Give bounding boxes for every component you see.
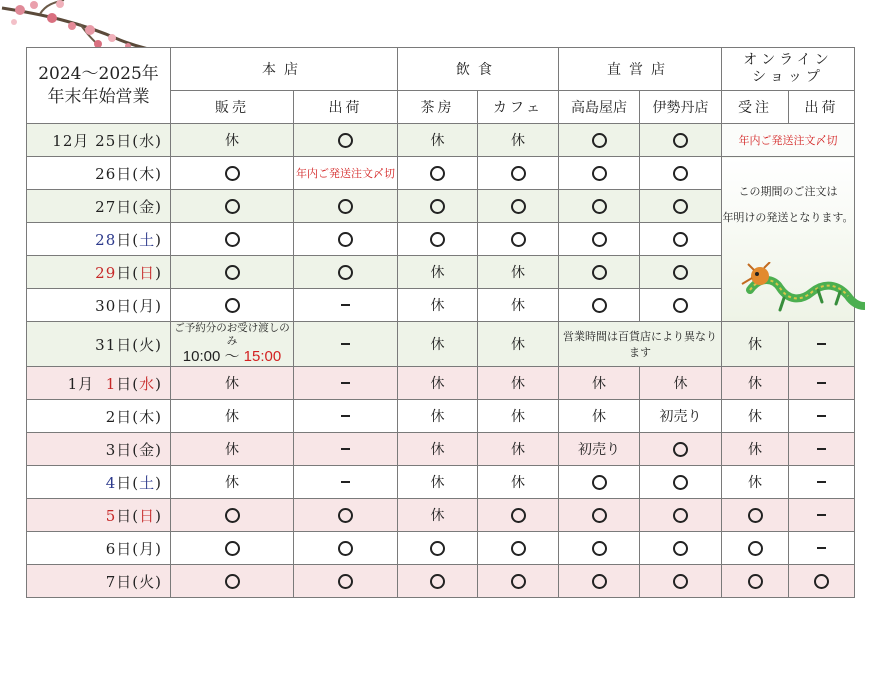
open-mark bbox=[478, 190, 559, 223]
date-cell: 30日(月) bbox=[27, 289, 171, 322]
dash-icon bbox=[341, 382, 350, 384]
date-cell: 28日(土) bbox=[27, 223, 171, 256]
none-mark bbox=[789, 367, 855, 400]
open-mark bbox=[559, 256, 640, 289]
open-circle-icon bbox=[748, 574, 763, 589]
dash-icon bbox=[817, 382, 826, 384]
open-mark bbox=[640, 466, 722, 499]
open-circle-icon bbox=[225, 508, 240, 523]
open-mark bbox=[478, 223, 559, 256]
open-mark bbox=[640, 289, 722, 322]
open-circle-icon bbox=[748, 541, 763, 556]
open-mark bbox=[294, 565, 398, 598]
date-cell: 29日(日) bbox=[27, 256, 171, 289]
open-mark bbox=[559, 466, 640, 499]
date-cell: 7日(火) bbox=[27, 565, 171, 598]
dash-icon bbox=[817, 415, 826, 417]
subheader-cafe: カフェ bbox=[478, 91, 559, 124]
table-title-line2: 年末年始営業 bbox=[47, 86, 150, 107]
open-mark bbox=[559, 223, 640, 256]
open-circle-icon bbox=[511, 199, 526, 214]
date-cell: 2日(木) bbox=[27, 400, 171, 433]
reservation-pickup-note: ご予約分のお受け渡しのみ 10:00 ～ 15:00 bbox=[171, 322, 294, 367]
dash-icon bbox=[341, 304, 350, 306]
open-circle-icon bbox=[673, 166, 688, 181]
open-mark bbox=[640, 190, 722, 223]
open-circle-icon bbox=[511, 508, 526, 523]
date-cell: 6日(月) bbox=[27, 532, 171, 565]
date-cell: 1月 1日(水) bbox=[27, 367, 171, 400]
open-mark bbox=[478, 532, 559, 565]
closed-mark: 休 bbox=[722, 466, 789, 499]
open-mark bbox=[171, 532, 294, 565]
open-circle-icon bbox=[673, 508, 688, 523]
online-order-deadline-note: 年内ご発送注文〆切 bbox=[722, 124, 855, 157]
date-cell: 26日(木) bbox=[27, 157, 171, 190]
table-title-cell bbox=[27, 48, 171, 124]
open-circle-icon bbox=[338, 199, 353, 214]
group-header-online-line2: ショップ bbox=[752, 69, 824, 85]
closed-mark: 休 bbox=[398, 466, 478, 499]
group-header-online bbox=[722, 48, 855, 91]
closed-mark: 休 bbox=[398, 499, 478, 532]
open-circle-icon bbox=[592, 541, 607, 556]
open-circle-icon bbox=[225, 574, 240, 589]
none-mark bbox=[789, 322, 855, 367]
open-circle-icon bbox=[430, 199, 445, 214]
open-circle-icon bbox=[673, 199, 688, 214]
open-circle-icon bbox=[673, 133, 688, 148]
date-cell: 27日(金) bbox=[27, 190, 171, 223]
open-mark bbox=[640, 565, 722, 598]
closed-mark: 休 bbox=[559, 400, 640, 433]
honten-shipping-deadline-note: 年内ご発送注文〆切 bbox=[294, 157, 398, 190]
open-circle-icon bbox=[511, 232, 526, 247]
closed-mark: 休 bbox=[171, 124, 294, 157]
open-circle-icon bbox=[673, 475, 688, 490]
open-mark bbox=[171, 190, 294, 223]
open-circle-icon bbox=[430, 232, 445, 247]
open-mark bbox=[640, 223, 722, 256]
closed-mark: 休 bbox=[478, 367, 559, 400]
closed-mark: 休 bbox=[398, 400, 478, 433]
open-mark bbox=[171, 499, 294, 532]
open-mark bbox=[294, 499, 398, 532]
none-mark bbox=[294, 466, 398, 499]
none-mark bbox=[294, 289, 398, 322]
closed-mark: 休 bbox=[171, 433, 294, 466]
dash-icon bbox=[817, 547, 826, 549]
open-mark bbox=[478, 157, 559, 190]
open-mark bbox=[722, 499, 789, 532]
date-cell: 3日(金) bbox=[27, 433, 171, 466]
dash-icon bbox=[817, 343, 826, 345]
open-circle-icon bbox=[814, 574, 829, 589]
open-mark bbox=[559, 289, 640, 322]
closed-mark: 休 bbox=[478, 322, 559, 367]
open-circle-icon bbox=[338, 232, 353, 247]
first-sale-note: 初売り bbox=[640, 400, 722, 433]
open-mark bbox=[640, 157, 722, 190]
dash-icon bbox=[341, 448, 350, 450]
group-header-honten: 本店 bbox=[171, 48, 398, 91]
open-mark bbox=[559, 499, 640, 532]
open-circle-icon bbox=[592, 166, 607, 181]
open-circle-icon bbox=[592, 574, 607, 589]
department-store-hours-note: 営業時間は百貨店により異なります bbox=[559, 322, 722, 367]
open-circle-icon bbox=[592, 133, 607, 148]
none-mark bbox=[294, 322, 398, 367]
closed-mark: 休 bbox=[478, 289, 559, 322]
open-circle-icon bbox=[430, 541, 445, 556]
open-mark bbox=[478, 565, 559, 598]
open-circle-icon bbox=[673, 541, 688, 556]
open-circle-icon bbox=[338, 265, 353, 280]
open-circle-icon bbox=[225, 541, 240, 556]
online-note-line1: この期間のご注文は bbox=[738, 185, 838, 198]
group-header-chokueiten: 直営店 bbox=[559, 48, 722, 91]
open-circle-icon bbox=[225, 166, 240, 181]
open-mark bbox=[559, 565, 640, 598]
closed-mark: 休 bbox=[398, 256, 478, 289]
closed-mark: 休 bbox=[171, 466, 294, 499]
first-sale-note: 初売り bbox=[559, 433, 640, 466]
open-mark bbox=[171, 157, 294, 190]
closed-mark: 休 bbox=[722, 322, 789, 367]
year-end-schedule-table bbox=[26, 47, 855, 598]
open-mark bbox=[559, 190, 640, 223]
none-mark bbox=[789, 400, 855, 433]
open-circle-icon bbox=[748, 508, 763, 523]
open-mark bbox=[294, 532, 398, 565]
open-mark bbox=[171, 256, 294, 289]
open-circle-icon bbox=[673, 232, 688, 247]
open-mark bbox=[294, 223, 398, 256]
closed-mark: 休 bbox=[171, 367, 294, 400]
open-circle-icon bbox=[225, 298, 240, 313]
subheader-online-shukka: 出荷 bbox=[789, 91, 855, 124]
open-mark bbox=[559, 157, 640, 190]
none-mark bbox=[294, 433, 398, 466]
open-mark bbox=[398, 565, 478, 598]
open-mark bbox=[398, 190, 478, 223]
open-circle-icon bbox=[592, 508, 607, 523]
open-circle-icon bbox=[225, 265, 240, 280]
open-circle-icon bbox=[338, 133, 353, 148]
closed-mark: 休 bbox=[722, 433, 789, 466]
none-mark bbox=[789, 466, 855, 499]
open-circle-icon bbox=[592, 199, 607, 214]
dash-icon bbox=[817, 481, 826, 483]
open-circle-icon bbox=[511, 541, 526, 556]
open-mark bbox=[789, 565, 855, 598]
group-header-online-line1: オンライン bbox=[743, 52, 833, 68]
open-mark bbox=[559, 532, 640, 565]
subheader-hanbai: 販売 bbox=[171, 91, 294, 124]
subheader-shukka: 出荷 bbox=[294, 91, 398, 124]
date-cell: 5日(日) bbox=[27, 499, 171, 532]
closed-mark: 休 bbox=[559, 367, 640, 400]
dash-icon bbox=[341, 415, 350, 417]
open-mark bbox=[398, 157, 478, 190]
dash-icon bbox=[817, 514, 826, 516]
open-mark bbox=[559, 124, 640, 157]
open-mark bbox=[640, 124, 722, 157]
open-circle-icon bbox=[430, 574, 445, 589]
open-circle-icon bbox=[225, 199, 240, 214]
open-mark bbox=[294, 124, 398, 157]
subheader-sabo: 茶房 bbox=[398, 91, 478, 124]
closed-mark: 休 bbox=[478, 124, 559, 157]
open-mark bbox=[640, 532, 722, 565]
date-cell: 31日(火) bbox=[27, 322, 171, 367]
closed-mark: 休 bbox=[640, 367, 722, 400]
open-mark bbox=[640, 433, 722, 466]
date-cell: 12月 25日(水) bbox=[27, 124, 171, 157]
dash-icon bbox=[341, 343, 350, 345]
open-circle-icon bbox=[592, 298, 607, 313]
closed-mark: 休 bbox=[722, 400, 789, 433]
open-circle-icon bbox=[338, 541, 353, 556]
closed-mark: 休 bbox=[398, 124, 478, 157]
group-header-inshoku: 飲食 bbox=[398, 48, 559, 91]
table-title-line1: 2024～2025年 bbox=[38, 63, 159, 84]
open-mark bbox=[294, 256, 398, 289]
closed-mark: 休 bbox=[722, 367, 789, 400]
none-mark bbox=[294, 367, 398, 400]
open-circle-icon bbox=[592, 232, 607, 247]
online-note-line2: 年明けの発送となります。 bbox=[722, 211, 854, 224]
open-circle-icon bbox=[673, 298, 688, 313]
open-circle-icon bbox=[673, 574, 688, 589]
open-circle-icon bbox=[338, 574, 353, 589]
closed-mark: 休 bbox=[398, 433, 478, 466]
dash-icon bbox=[341, 481, 350, 483]
open-circle-icon bbox=[430, 166, 445, 181]
open-circle-icon bbox=[673, 442, 688, 457]
open-mark bbox=[171, 289, 294, 322]
open-mark bbox=[478, 499, 559, 532]
none-mark bbox=[294, 400, 398, 433]
closed-mark: 休 bbox=[478, 256, 559, 289]
none-mark bbox=[789, 532, 855, 565]
open-mark bbox=[398, 532, 478, 565]
subheader-isetan: 伊勢丹店 bbox=[640, 91, 722, 124]
closed-mark: 休 bbox=[478, 466, 559, 499]
open-mark bbox=[640, 256, 722, 289]
closed-mark: 休 bbox=[398, 322, 478, 367]
open-circle-icon bbox=[511, 574, 526, 589]
closed-mark: 休 bbox=[478, 433, 559, 466]
none-mark bbox=[789, 433, 855, 466]
open-circle-icon bbox=[592, 265, 607, 280]
open-mark bbox=[171, 565, 294, 598]
date-cell: 4日(土) bbox=[27, 466, 171, 499]
subheader-juchu: 受注 bbox=[722, 91, 789, 124]
open-circle-icon bbox=[592, 475, 607, 490]
none-mark bbox=[789, 499, 855, 532]
closed-mark: 休 bbox=[398, 289, 478, 322]
closed-mark: 休 bbox=[171, 400, 294, 433]
open-mark bbox=[722, 565, 789, 598]
dash-icon bbox=[817, 448, 826, 450]
closed-mark: 休 bbox=[398, 367, 478, 400]
open-mark bbox=[640, 499, 722, 532]
open-circle-icon bbox=[511, 166, 526, 181]
open-circle-icon bbox=[673, 265, 688, 280]
open-mark bbox=[294, 190, 398, 223]
closed-mark: 休 bbox=[478, 400, 559, 433]
open-mark bbox=[722, 532, 789, 565]
open-mark bbox=[398, 223, 478, 256]
dragon-icon bbox=[740, 262, 865, 322]
subheader-takashimaya: 高島屋店 bbox=[559, 91, 640, 124]
open-mark bbox=[171, 223, 294, 256]
open-circle-icon bbox=[225, 232, 240, 247]
open-circle-icon bbox=[338, 508, 353, 523]
